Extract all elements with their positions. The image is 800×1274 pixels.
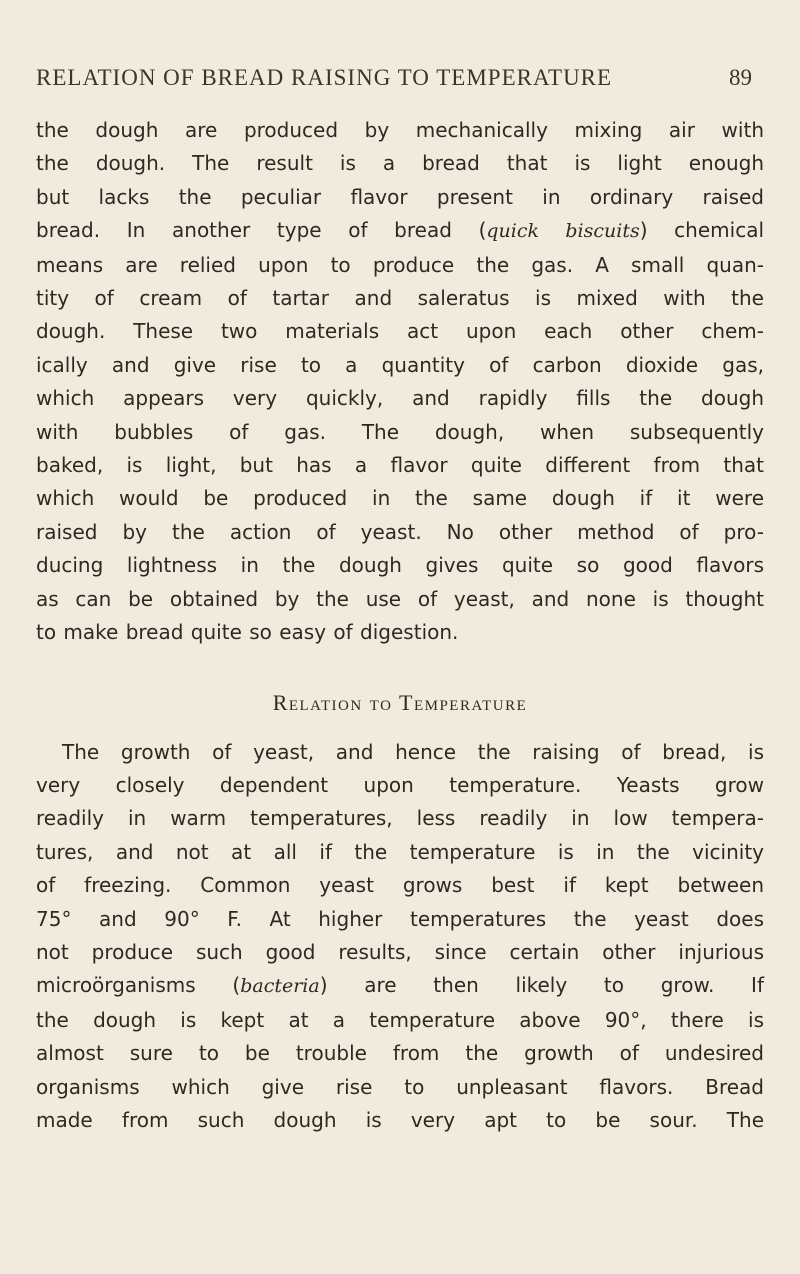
running-head — [36, 56, 764, 100]
text-line — [36, 214, 764, 248]
text-line: readily in warm temperatures, less readily in low tempera- — [36, 806, 764, 831]
text-fragment: ) are then likely to grow. If — [319, 973, 764, 998]
text-line: the dough. The result is a bread that is light enough — [36, 151, 764, 176]
text-line: which appears very quickly, and rapidly fills the dough — [36, 386, 764, 411]
text-line: tity of cream of tartar and saleratus is mixed with the — [36, 286, 764, 311]
text-line: ically and give rise to a quantity of carbon dioxide gas, — [36, 352, 764, 377]
text-fragment: bread. In another type of bread ( — [36, 218, 487, 243]
text-line: which would be produced in the same dough if it were — [36, 486, 764, 511]
text-line: organisms which give rise to unpleasant flavors. Bread — [36, 1074, 764, 1099]
text-line: with bubbles of gas. The dough, when subsequently — [36, 419, 764, 444]
text-fragment: ) chemical — [639, 218, 764, 243]
italic-term: quick biscuits — [486, 220, 640, 243]
text-line: means are relied upon to produce the gas. A small quan- — [36, 252, 764, 277]
text-line: ducing lightness in the dough gives quite so good flavors — [36, 553, 764, 578]
paragraph-continued — [36, 114, 764, 650]
section-heading: Relation to Temperature — [272, 689, 528, 715]
text-line: tures, and not at all if the temperature is in the vicinity — [36, 839, 764, 864]
text-line: very closely dependent upon temperature. Yeasts grow — [36, 772, 764, 797]
text-line: raised by the action of yeast. No other method of pro- — [36, 519, 764, 544]
text-fragment: microörganisms ( — [36, 973, 241, 998]
text-line: not produce such good results, since certain other injurious — [36, 939, 764, 964]
paragraph — [36, 736, 764, 1138]
text-line: almost sure to be trouble from the growth of undesired — [36, 1041, 764, 1066]
text-line: 75° and 90° F. At higher temperatures the yeast does — [36, 906, 764, 931]
text-line: The growth of yeast, and hence the raising of bread, is — [62, 739, 764, 764]
text-line: but lacks the peculiar flavor present in ordinary raised — [36, 184, 764, 209]
italic-term: bacteria — [240, 975, 320, 998]
text-line: to make bread quite so easy of digestion. — [36, 620, 459, 645]
text-line: as can be obtained by the use of yeast, and none is thought — [36, 586, 764, 611]
text-line: baked, is light, but has a flavor quite different from that — [36, 453, 764, 478]
text-line: dough. These two materials act upon each other chem- — [36, 319, 764, 344]
text-line: the dough is kept at a temperature above 90°, there is — [36, 1007, 764, 1032]
page-number: 89 — [729, 65, 752, 90]
running-title: RELATION OF BREAD RAISING TO TEMPERATURE — [36, 65, 613, 90]
text-line: the dough are produced by mechanically mixing air with — [36, 118, 764, 142]
text-line — [36, 969, 764, 1003]
text-line: made from such dough is very apt to be sour. The — [36, 1107, 764, 1132]
text-line: of freezing. Common yeast grows best if kept between — [36, 873, 764, 898]
